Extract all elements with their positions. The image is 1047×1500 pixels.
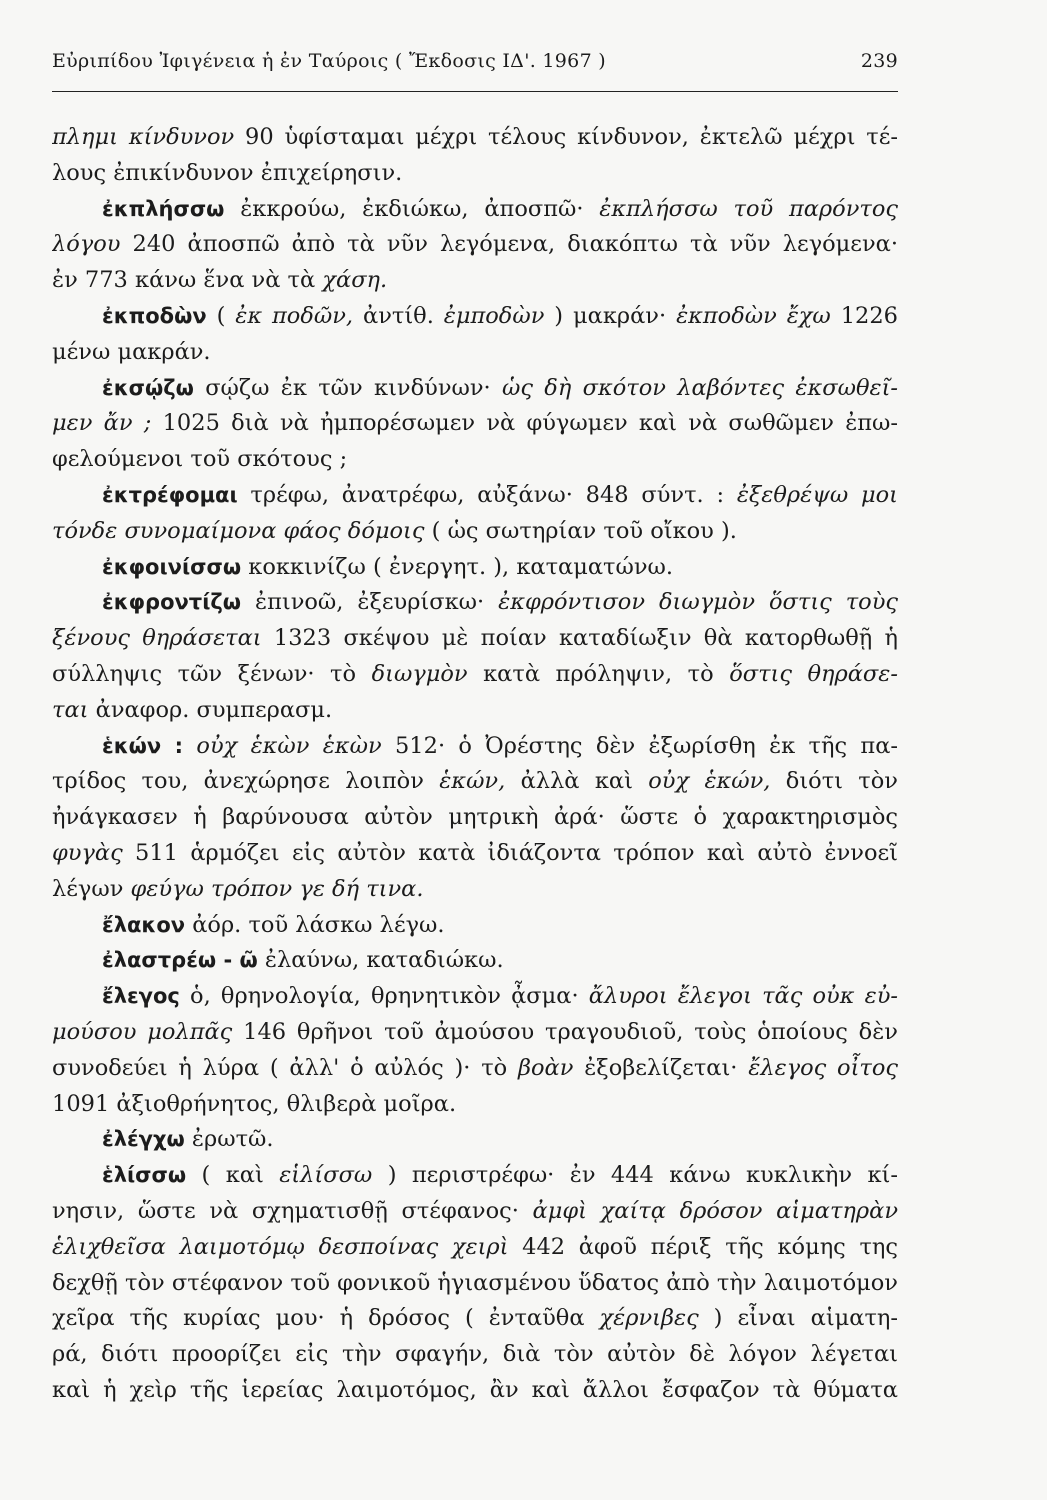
- text-line: τρίδος του, ἀνεχώρησε λοιπὸν ἑκών, ἀλλὰ καὶ οὐχ ἑκών, διότι τὸν: [52, 768, 898, 795]
- text-line: ται ἀναφορ. συμπερασμ.: [52, 696, 333, 723]
- text-line: συνοδεύει ἡ λύρα ( ἀλλ' ὁ αὐλός )· τὸ βοὰν ἐξοβελίζεται· ἔλεγος οἶτος: [52, 1054, 898, 1081]
- running-header: [52, 50, 898, 72]
- headword: ἐκφροντίζω: [102, 590, 242, 615]
- entry-ekfrontizo: ἐκφροντίζω ἐπινοῶ, ἐξευρίσκω· ἐκφρόντισον διωγμὸν ὅστις τοὺς: [102, 589, 898, 616]
- text-line: ξένους θηράσεται 1323 σκέψου μὲ ποίαν καταδίωξιν θὰ κατορθωθῇ ἡ: [52, 625, 898, 652]
- text-line: φελούμενοι τοῦ σκότους ;: [52, 446, 348, 473]
- entry-ekon: ἑκών : οὐχ ἑκὼν ἑκὼν 512· ὁ Ὀρέστης δὲν ἐξωρίσθη ἐκ τῆς πα-: [102, 732, 898, 759]
- text-line: λόγου 240 ἀποσπῶ ἀπὸ τὰ νῦν λεγόμενα, διακόπτω τὰ νῦν λεγόμενα·: [52, 231, 898, 258]
- entry-elegcho: ἐλέγχω ἐρωτῶ.: [102, 1126, 274, 1153]
- headword: ἔλεγος: [102, 984, 180, 1009]
- headword: ἑλίσσω: [102, 1163, 187, 1188]
- text-line: μένω μακράν.: [52, 338, 211, 365]
- entry-eksozo: ἐκσῴζω σῴζω ἐκ τῶν κινδύνων· ὡς δὴ σκότον λαβόντες ἐκσωθεῖ-: [102, 374, 898, 401]
- entry-ekpodon: ἐκποδὼν ( ἐκ ποδῶν, ἀντίθ. ἐμποδὼν ) μακράν· ἐκποδὼν ἔχω 1226: [102, 302, 898, 329]
- text-line: ρά, διότι προορίζει εἰς τὴν σφαγήν, διὰ τὸν αὐτὸν δὲ λόγον λέγεται: [52, 1341, 898, 1368]
- text-line: ἑλιχθεῖσα λαιμοτόμῳ δεσποίνας χειρὶ 442 ἀφοῦ πέριξ τῆς κόμης της: [52, 1233, 898, 1260]
- text-line: ἐν 773 κάνω ἕνα νὰ τὰ χάση.: [52, 267, 388, 294]
- text-line: καὶ ἡ χεὶρ τῆς ἱερείας λαιμοτόμος, ἂν καὶ ἄλλοι ἔσφαζον τὰ θύματα: [52, 1376, 898, 1403]
- entry-elakon: ἔλακον ἀόρ. τοῦ λάσκω λέγω.: [102, 911, 445, 938]
- entry-ektrefomai: ἐκτρέφομαι τρέφω, ἀνατρέφω, αὐξάνω· 848 σύντ. : ἐξεθρέψω μοι: [102, 481, 898, 508]
- text-line: νησιν, ὥστε νὰ σχηματισθῇ στέφανος· ἀμφὶ χαίτᾳ δρόσον αἱματηρὰν: [52, 1197, 898, 1224]
- entry-elisso: ἑλίσσω ( καὶ εἱλίσσω ) περιστρέφω· ἐν 444 κάνω κυκλικὴν κί-: [102, 1162, 898, 1189]
- headword: ἔλακον: [102, 912, 186, 937]
- text-line: ἠνάγκασεν ἡ βαρύνουσα αὐτὸν μητρικὴ ἀρά· ὥστε ὁ χαρακτηρισμὸς: [52, 804, 898, 831]
- headword: ἑκών :: [102, 733, 184, 758]
- entry-ekfoinisso: ἐκφοινίσσω κοκκινίζω ( ἐνεργητ. ), καταματώνω.: [102, 553, 674, 580]
- text-line: λέγων φεύγω τρόπον γε δή τινα.: [52, 875, 424, 902]
- text-line: πλημι κίνδυνον 90 ὑφίσταμαι μέχρι τέλους κίνδυνον, ἐκτελῶ μέχρι τέ-: [52, 124, 898, 150]
- entry-ekplisso: ἐκπλήσσω ἐκκρούω, ἐκδιώκω, ἀποσπῶ· ἐκπλήσσω τοῦ παρόντος: [102, 195, 898, 222]
- page-number: 239: [860, 50, 898, 72]
- glossary-text: [52, 120, 898, 1409]
- headword: ἐλέγχω: [102, 1127, 185, 1152]
- text-line: φυγὰς 511 ἁρμόζει εἰς αὐτὸν κατὰ ἰδιάζοντα τρόπον καὶ αὐτὸ ἐννοεῖ: [52, 839, 898, 866]
- text-line: μούσου μολπᾶς 146 θρῆνοι τοῦ ἀμούσου τραγουδιοῦ, τοὺς ὁποίους δὲν: [52, 1018, 898, 1045]
- text-line: 1091 ἀξιοθρήνητος, θλιβερὰ μοῖρα.: [52, 1090, 457, 1117]
- entry-elastreo: ἐλαστρέω - ῶ ἐλαύνω, καταδιώκω.: [102, 947, 504, 974]
- text-line: μεν ἄν ; 1025 διὰ νὰ ἠμπορέσωμεν νὰ φύγωμεν καὶ νὰ σωθῶμεν ἐπω-: [52, 410, 898, 437]
- entry-elegos: ἔλεγος ὁ, θρηνολογία, θρηνητικὸν ᾆσμα· ἄλυροι ἔλεγοι τᾶς οὐκ εὐ-: [102, 983, 898, 1010]
- headword: ἐκσῴζω: [102, 375, 194, 400]
- headword: ἐλαστρέω - ῶ: [102, 948, 258, 973]
- headword: ἐκποδὼν: [102, 303, 207, 328]
- text-line: χεῖρα τῆς κυρίας μου· ἡ δρόσος ( ἐνταῦθα χέρνιβες ) εἶναι αἱματη-: [52, 1305, 898, 1332]
- headword: ἐκπλήσσω: [102, 196, 225, 221]
- header-title: Εὐριπίδου Ἰφιγένεια ἡ ἐν Ταύροις ( Ἔκδοσις ΙΔ'. 1967 ): [52, 50, 607, 72]
- text-line: σύλληψις τῶν ξένων· τὸ διωγμὸν κατὰ πρόληψιν, τὸ ὅστις θηράσε-: [52, 660, 898, 687]
- text-line: λους ἐπικίνδυνον ἐπιχείρησιν.: [52, 159, 403, 186]
- text-line: δεχθῇ τὸν στέφανον τοῦ φονικοῦ ἡγιασμένου ὕδατος ἀπὸ τὴν λαιμοτόμον: [52, 1269, 898, 1296]
- text-line: τόνδε συνομαίμονα φάος δόμοις ( ὡς σωτηρίαν τοῦ οἴκου ).: [52, 517, 737, 544]
- header-rule: [52, 91, 898, 92]
- headword: ἐκτρέφομαι: [102, 482, 238, 507]
- headword: ἐκφοινίσσω: [102, 554, 242, 579]
